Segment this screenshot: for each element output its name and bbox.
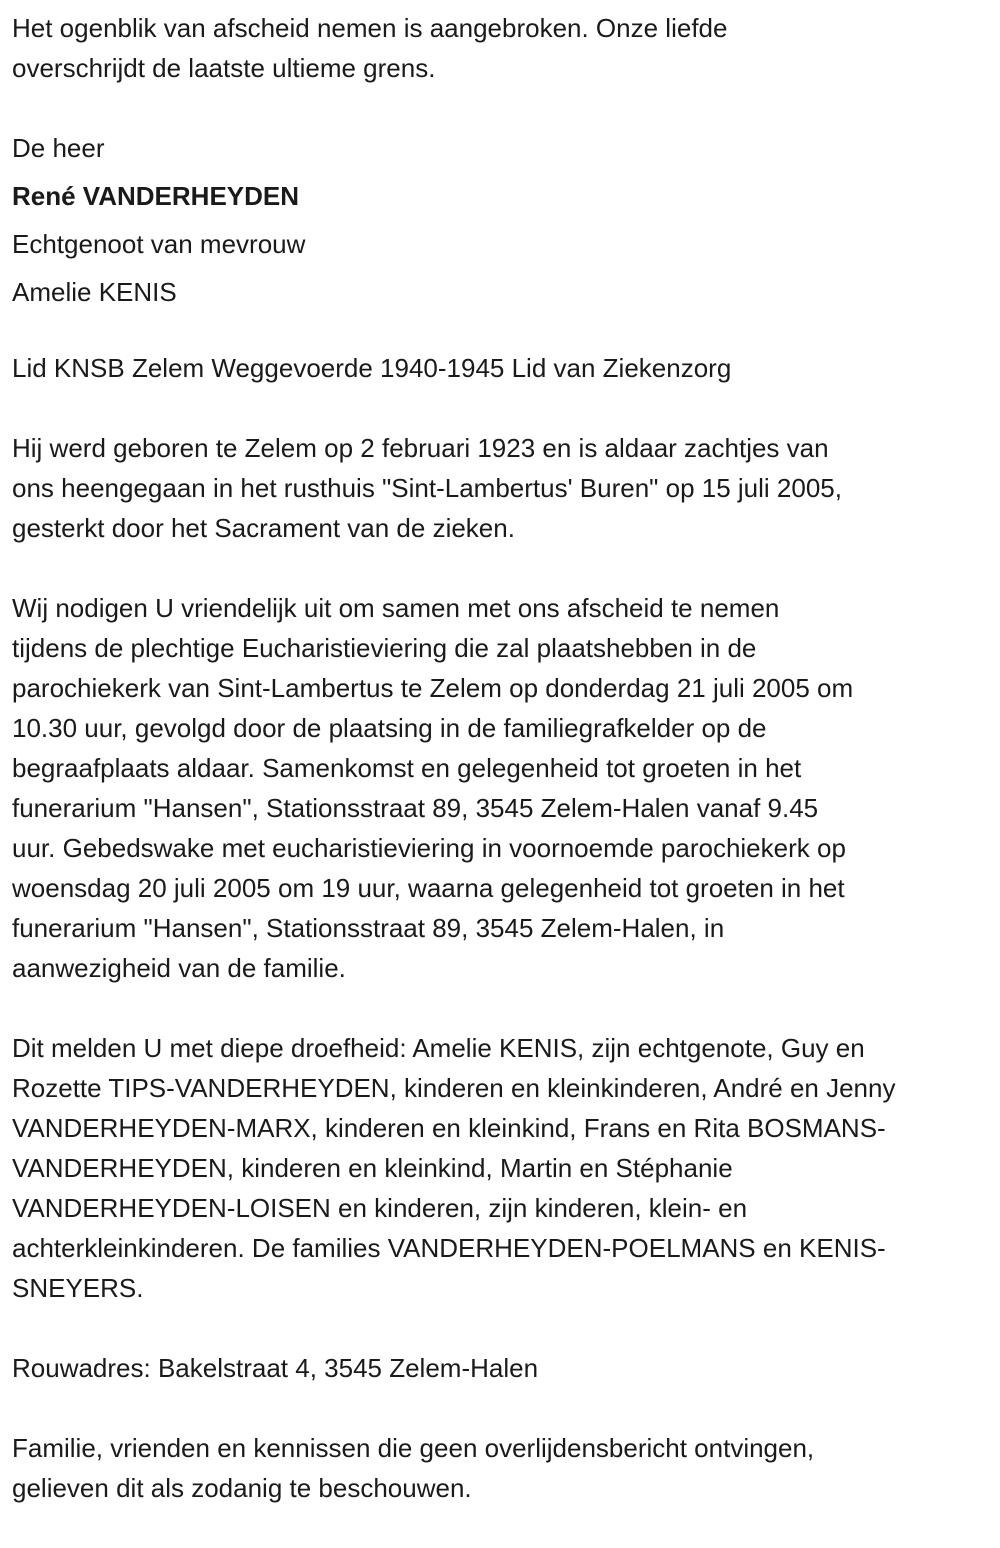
text-line: funerarium "Hansen", Stationsstraat 89, 3545 Zelem-Halen vanaf 9.45 [12,793,819,823]
obituary-document [12,8,1000,1548]
text-line: parochiekerk van Sint-Lambertus te Zelem op donderdag 21 juli 2005 om [12,673,854,703]
deceased-header [12,128,1000,316]
intro-paragraph [12,8,1000,88]
text-line: begraafplaats aldaar. Samenkomst en gelegenheid tot groeten in het [12,753,802,783]
text-line: achterkleinkinderen. De families VANDERHEYDEN-POELMANS en KENIS- [12,1233,886,1263]
text-line: gesterkt door het Sacrament van de zieken. [12,513,515,543]
text-line: Wij nodigen U vriendelijk uit om samen met ons afscheid te nemen [12,593,780,623]
invitation-paragraph [12,588,1000,988]
text-line: overschrijdt de laatste ultieme grens. [12,53,436,83]
text-line: Het ogenblik van afscheid nemen is aangebroken. Onze liefde [12,13,728,43]
text-line: Rouwadres: Bakelstraat 4, 3545 Zelem-Halen [12,1353,539,1383]
text-line: Lid KNSB Zelem Weggevoerde 1940-1945 Lid van Ziekenzorg [12,353,732,383]
text-line: VANDERHEYDEN-LOISEN en kinderen, zijn kinderen, klein- en [12,1193,748,1223]
text-line: VANDERHEYDEN-MARX, kinderen en kleinkind, Frans en Rita BOSMANS- [12,1113,886,1143]
membership-paragraph [12,348,1000,388]
text-line: Dit melden U met diepe droefheid: Amelie KENIS, zijn echtgenote, Guy en [12,1033,865,1063]
text-line: Hij werd geboren te Zelem op 2 februari 1923 en is aldaar zachtjes van [12,433,829,463]
text-line: tijdens de plechtige Eucharistieviering die zal plaatshebben in de [12,633,757,663]
spouse-name: Amelie KENIS [12,277,177,307]
birth-death-paragraph [12,428,1000,548]
text-line: Rozette TIPS-VANDERHEYDEN, kinderen en kleinkinderen, André en Jenny [12,1073,896,1103]
text-line: aanwezigheid van de familie. [12,953,346,983]
relation-label: Echtgenoot van mevrouw [12,229,306,259]
deceased-name: René VANDERHEYDEN [12,181,300,211]
text-line: uur. Gebedswake met eucharistieviering in voornoemde parochiekerk op [12,833,846,863]
text-line: Familie, vrienden en kennissen die geen overlijdensbericht ontvingen, [12,1433,815,1463]
text-line: VANDERHEYDEN, kinderen en kleinkind, Martin en Stéphanie [12,1153,733,1183]
closing-paragraph [12,1428,1000,1508]
address-paragraph [12,1348,1000,1388]
text-line: funerarium "Hansen", Stationsstraat 89, 3545 Zelem-Halen, in [12,913,725,943]
text-line: woensdag 20 juli 2005 om 19 uur, waarna gelegenheid tot groeten in het [12,873,845,903]
text-line: SNEYERS. [12,1273,144,1303]
salutation: De heer [12,133,105,163]
text-line: ons heengegaan in het rusthuis "Sint-Lambertus' Buren" op 15 juli 2005, [12,473,842,503]
text-line: 10.30 uur, gevolgd door de plaatsing in de familiegrafkelder op de [12,713,767,743]
family-paragraph [12,1028,1000,1308]
text-line: gelieven dit als zodanig te beschouwen. [12,1473,472,1503]
